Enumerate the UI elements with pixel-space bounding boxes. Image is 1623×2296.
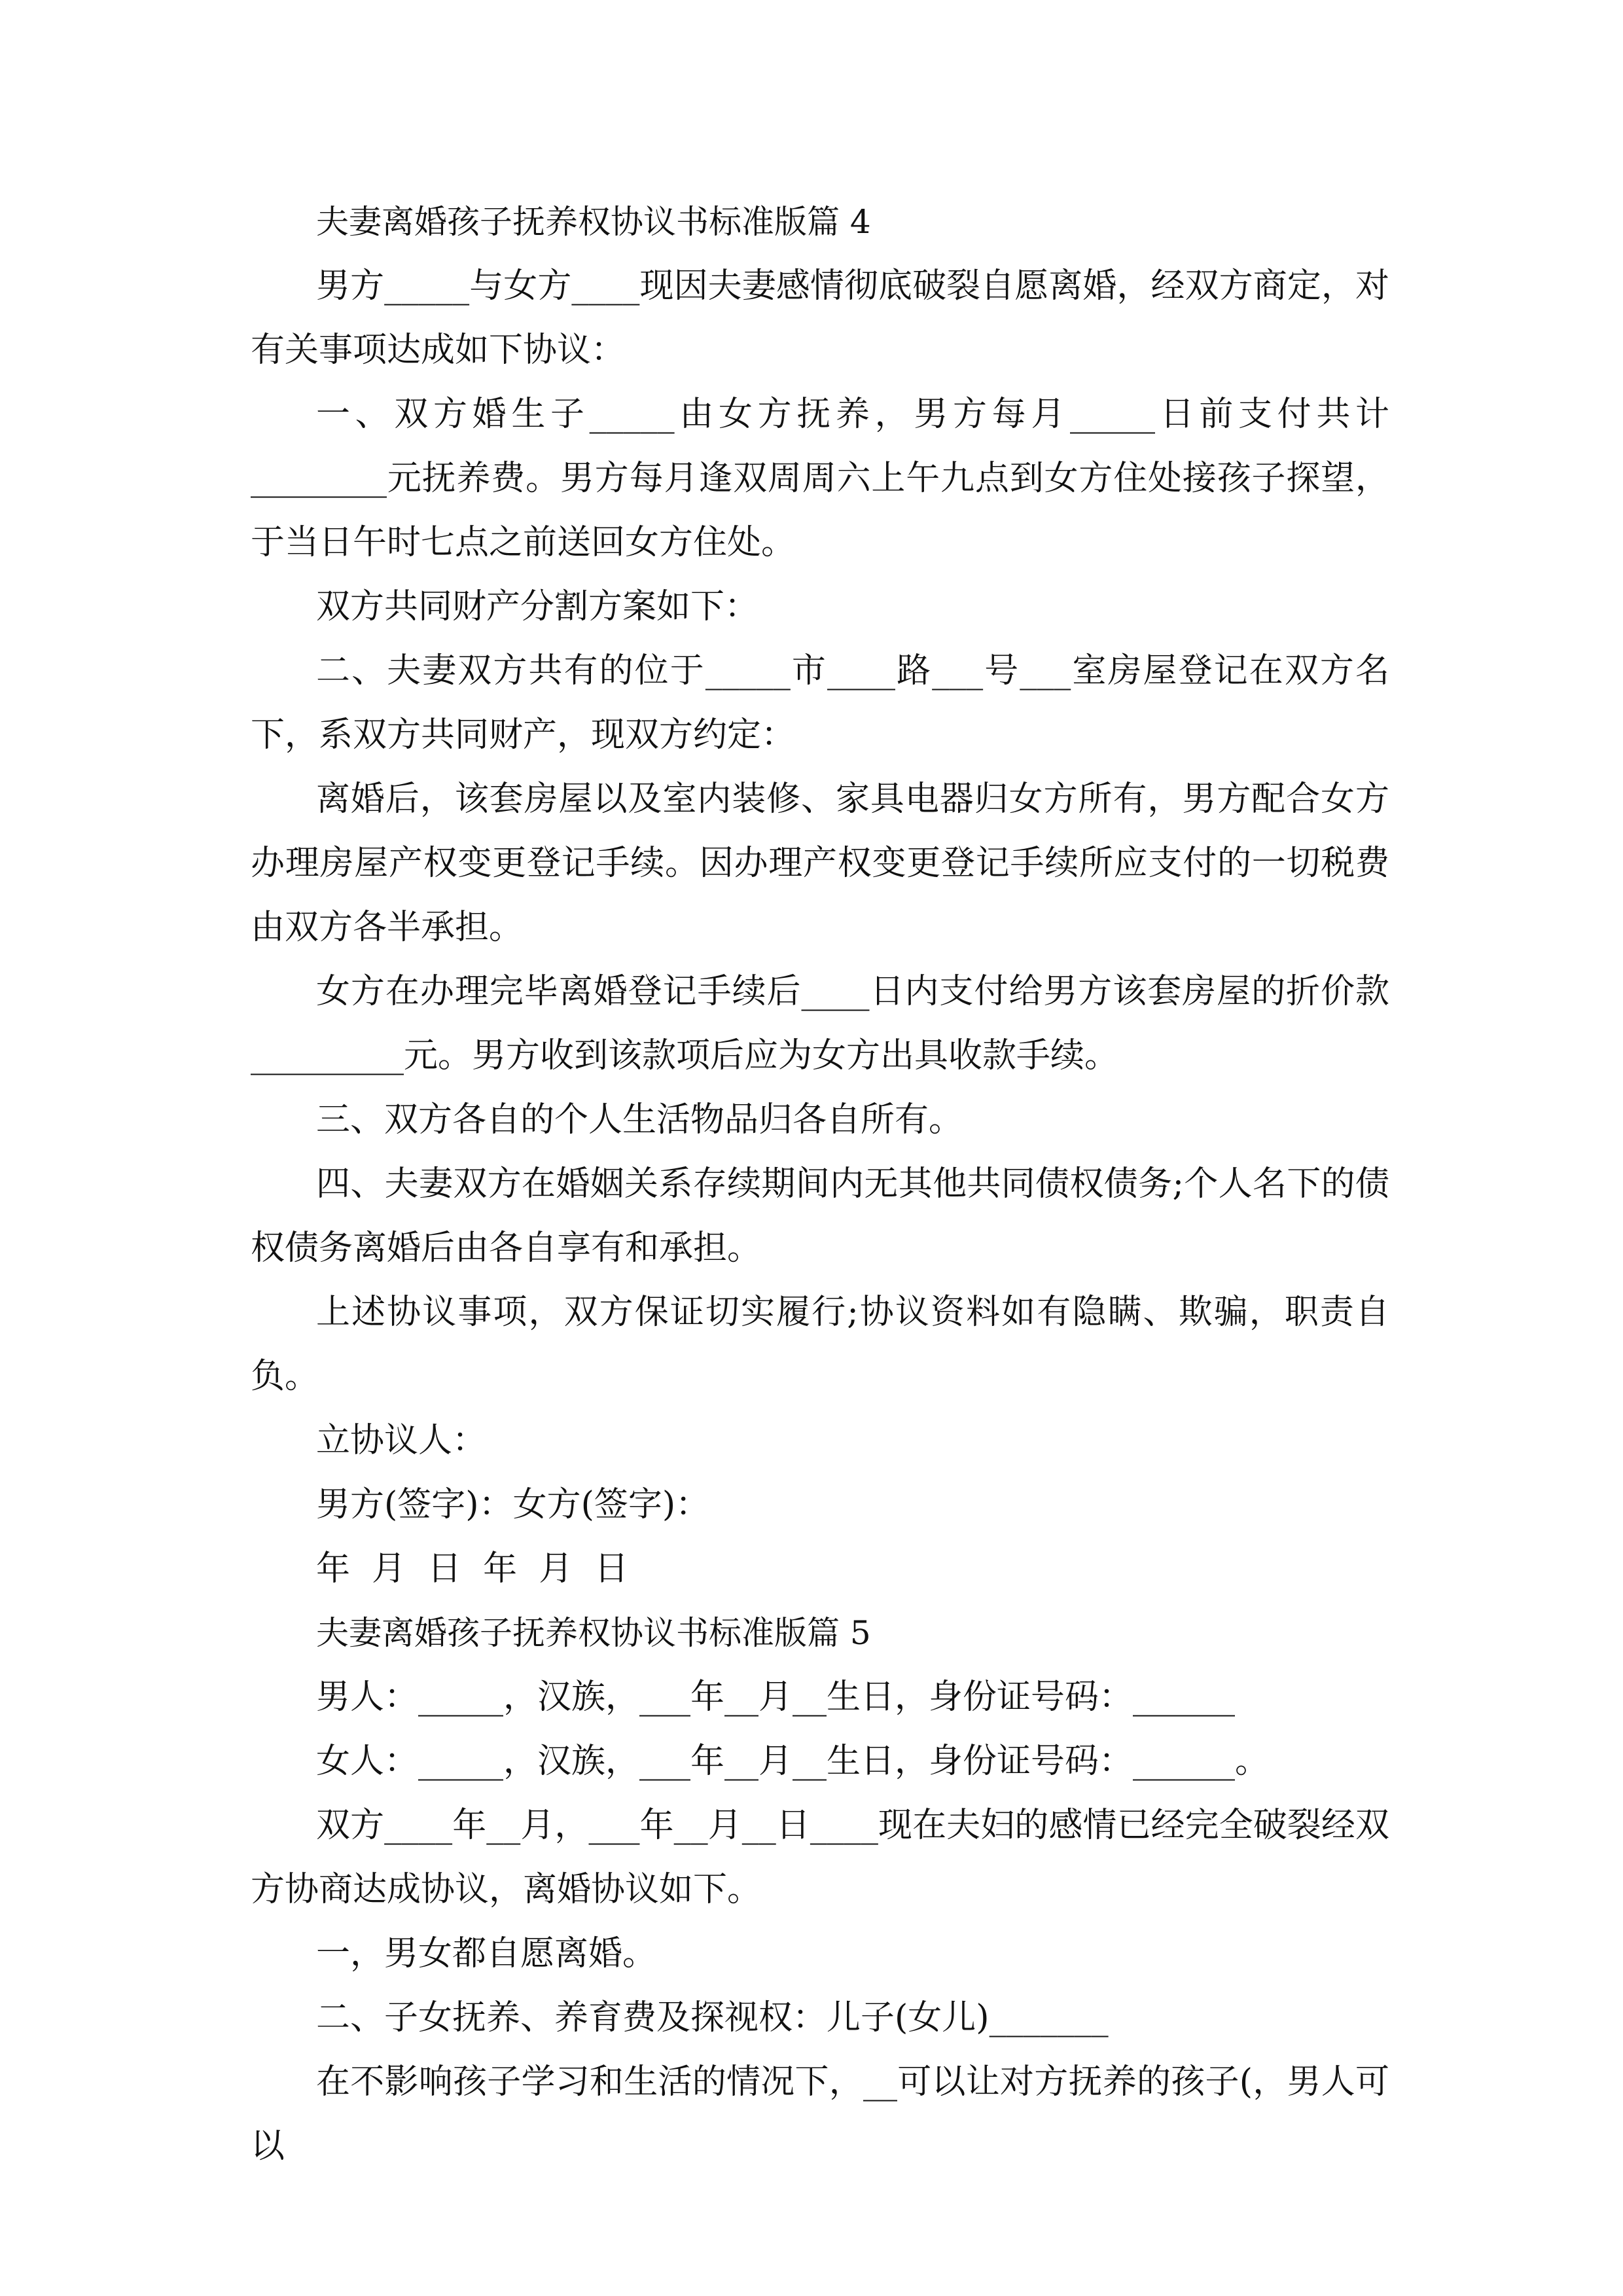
paragraph-guarantee: 上述协议事项，双方保证切实履行;协议资料如有隐瞒、欺骗，职责自负。 (251, 1293, 1389, 1396)
paragraph-signatories: 立协议人： (316, 1421, 487, 1460)
paragraph-property-plan: 双方共同财产分割方案如下： (316, 587, 759, 626)
paragraph-voluntary-divorce: 一，男女都自愿离婚。 (316, 1934, 657, 1973)
paragraph-joint-house: 二、夫妻双方共有的位于_____市____路___号___室房屋登记在双方名下，系双方共同财产，现双方约定： (251, 651, 1389, 755)
paragraph-woman-info: 女人：_____，汉族，___年__月__生日，身份证号码：______。 (316, 1742, 1270, 1781)
paragraph-house-payment: 女方在办理完毕离婚登记手续后____日内支付给男方该套房屋的折价款_________元。男方收到该款项后应为女方出具收款手续。 (251, 972, 1389, 1075)
section-4-title: 夫妻离婚孩子抚养权协议书标准版篇 4 (316, 203, 871, 241)
paragraph-agreement-intro: 双方____年__月，___年__月__日____现在夫妇的感情已经完全破裂经双方协商达成协议，离婚协议如下。 (251, 1806, 1389, 1909)
paragraph-visitation: 在不影响孩子学习和生活的情况下，__可以让对方抚养的孩子(，男人可以 (251, 2062, 1389, 2166)
paragraph-parties-intro: 男方_____与女方____现因夫妻感情彻底破裂自愿离婚，经双方商定，对有关事项达成如下协议： (251, 266, 1389, 370)
paragraph-house-ownership: 离婚后，该套房屋以及室内装修、家具电器归女方所有，男方配合女方办理房屋产权变更登记手续。因办理产权变更登记手续所应支付的一切税费由双方各半承担。 (251, 780, 1389, 947)
paragraph-debts: 四、夫妻双方在婚姻关系存续期间内无其他共同债权债务;个人名下的债权债务离婚后由各自享有和承担。 (251, 1164, 1389, 1268)
paragraph-personal-items: 三、双方各自的个人生活物品归各自所有。 (316, 1100, 963, 1139)
document-body (251, 190, 1389, 2178)
section-5-title: 夫妻离婚孩子抚养权协议书标准版篇 5 (316, 1614, 871, 1652)
paragraph-dates: 年 月 日 年 月 日 (316, 1549, 629, 1588)
paragraph-child-custody: 一、双方婚生子_____由女方抚养，男方每月_____日前支付共计________元抚养费。男方每月逢双周周六上午九点到女方住处接孩子探望，于当日午时七点之前送回女方住处。 (251, 395, 1389, 562)
paragraph-signatures: 男方(签字)：女方(签字)： (316, 1485, 710, 1524)
paragraph-child-support: 二、子女抚养、养育费及探视权：儿子(女儿)_______ (316, 1998, 1109, 2037)
paragraph-man-info: 男人：_____，汉族，___年__月__生日，身份证号码：______ (316, 1677, 1236, 1717)
